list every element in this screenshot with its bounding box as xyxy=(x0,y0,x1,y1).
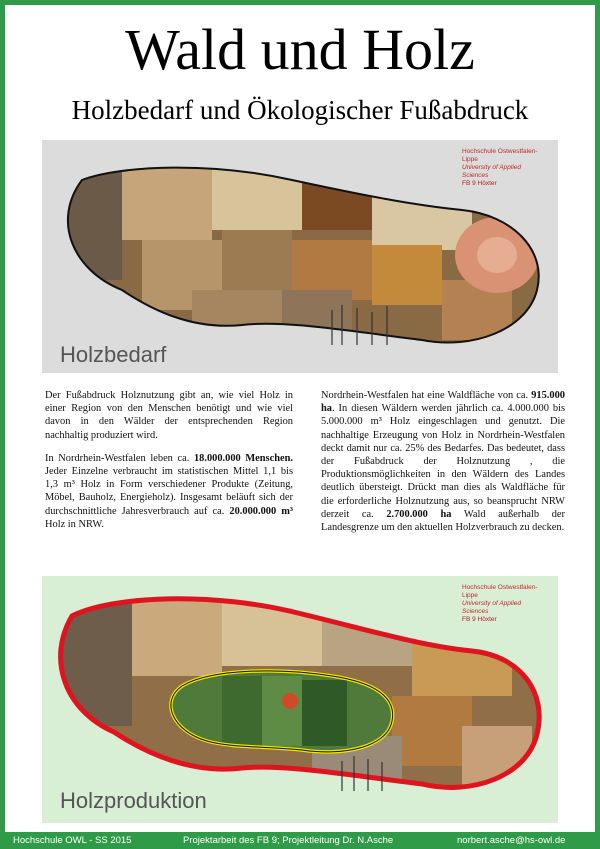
footer-school: Hochschule OWL - SS 2015 xyxy=(13,835,132,846)
institution-logo-bottom xyxy=(462,584,542,624)
holzproduktion-panel xyxy=(42,576,558,823)
footer-project: Projektarbeit des FB 9; Projektleitung Dr. N.Asche xyxy=(183,835,394,846)
holzproduktion-label: Holzproduktion xyxy=(60,788,207,813)
holzbedarf-label: Holzbedarf xyxy=(60,342,167,367)
holzbedarf-panel xyxy=(42,140,558,373)
institution-department: FB 9 Höxter xyxy=(462,180,497,187)
paragraph-consumption: In Nordrhein-Westfalen leben ca. 18.000.000 Menschen. Jeder Einzelne verbraucht im statistischen Mittel 1,1 bis 1,3 m³ Holz in Form verschiedener Produkte (Zeitung, Möbel, Bauholz, Energieholz). Insgesamt beläuft sich der durchschnittliche Jahresverbrauch auf ca. 20.000.000 m³ Holz in NRW. xyxy=(45,452,293,530)
page-title: Wald und Holz xyxy=(125,17,475,82)
institution-name: Hochschule Ostwestfalen-Lippe xyxy=(462,148,538,163)
institution-department: FB 9 Höxter xyxy=(462,616,497,623)
footer-email[interactable]: norbert.asche@hs-owl.de xyxy=(457,835,566,846)
paragraph-intro: Der Fußabdruck Holznutzung gibt an, wie viel Holz in einer Region von den Menschen benötigt und wie viel davon in den Wälder der entsprechenden Region nachhaltig produziert wird. xyxy=(45,390,293,441)
page-subtitle: Holzbedarf und Ökologischer Fußabdruck xyxy=(71,95,529,125)
institution-logo xyxy=(462,148,542,188)
text-column-right xyxy=(321,389,565,544)
paragraph-forest: Nordrhein-Westfalen hat eine Waldfläche von ca. 915.000 ha. In diesen Wäldern werden jährlich ca. 4.000.000 bis 5.000.000 m³ Holz eingeschlagen und genutzt. Die nachhaltige Erzeugung von Holz in Nordrhein-Westfalen deckt damit nur ca. 25% des Bedarfes. Das bedeutet, dass der Fußabdruck der Holznutzung , die Produktionsmöglichkeiten in den Wäldern des Landes deutlich übersteigt. Drückt man dies als Waldfläche für die erforderliche Holznutzung aus, so beansprucht NRW derzeit ca. 2.700.000 ha Wald außerhalb der Landesgrenze um den aktuellen Holzverbrauch zu decken. xyxy=(321,390,565,534)
institution-subtitle: University of Applied Sciences xyxy=(462,164,522,179)
institution-subtitle: University of Applied Sciences xyxy=(462,600,522,615)
text-column-left xyxy=(45,389,293,541)
institution-name: Hochschule Ostwestfalen-Lippe xyxy=(462,584,538,599)
footer-bar xyxy=(5,832,595,849)
